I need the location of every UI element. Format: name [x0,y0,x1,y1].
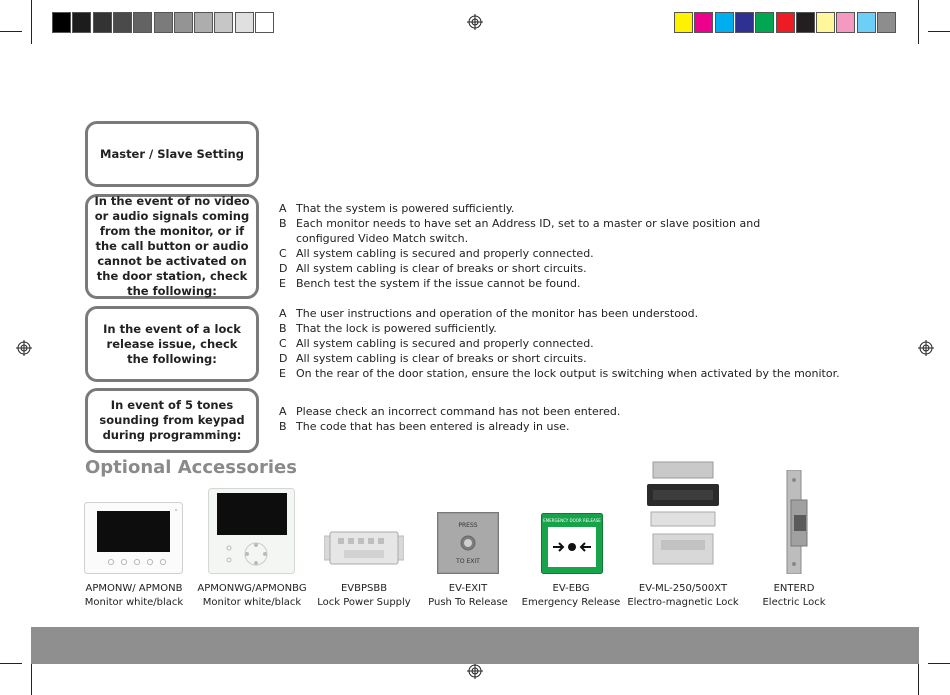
magnetic-lock-image [643,460,723,572]
five-tones-card [85,388,259,453]
checklist-item [279,246,760,261]
item-letter: D [279,352,288,365]
checklist-item [279,336,840,351]
product-code: EV-ML-250/500XT [638,583,728,594]
color-swatch [113,12,132,33]
card-label: Master / Slave Setting [100,146,244,161]
product-desc: Electric Lock [762,597,826,608]
product-ev-ml [622,582,744,610]
checklist-item [279,306,840,321]
product-code: APMONWG/APMONBG [197,583,307,594]
color-swatch [755,12,774,33]
item-text: All system cabling is clear of breaks or short circuits. [296,352,587,365]
color-swatch [174,12,193,33]
color-swatch [255,12,274,33]
product-code: APMONW/ APMONB [85,583,183,594]
item-letter: C [279,337,287,350]
color-swatch [816,12,835,33]
checklist-item [279,366,840,381]
product-ev-ebg [514,582,628,610]
product-code: EV-EBG [552,583,590,594]
item-text: All system cabling is secured and properly connected. [296,337,594,350]
color-swatch [133,12,152,33]
lock-release-card [85,306,259,382]
color-swatch [735,12,754,33]
five-tones-checklist [279,404,620,434]
item-text: Each monitor needs to have set an Address ID, set to a master or slave position and configured Video Match switch. [296,217,761,245]
electric-lock-image [781,470,811,574]
item-text: The user instructions and operation of the monitor has been understood. [296,307,699,320]
footer-bar [31,627,919,664]
master-slave-card [85,121,259,187]
color-swatch [694,12,713,33]
product-apmonw [70,582,198,610]
checklist-item [279,216,760,246]
emergency-release-image [541,513,603,574]
registration-mark-icon [467,663,483,679]
card-label: In the event of no video or audio signals coming from the monitor, or if the call button or audio cannot be activated on the door station, check the following: [94,194,250,298]
color-swatch [715,12,734,33]
item-text: That the lock is powered sufficiently. [296,322,497,335]
color-swatch [93,12,112,33]
color-swatch [674,12,693,33]
crop-mark [928,663,950,664]
emergency-plate-text: EMERGENCY DOOR RELEASE [543,518,601,523]
checklist-item [279,404,620,419]
crop-mark [31,0,32,44]
color-swatch [72,12,91,33]
registration-mark-icon [467,14,483,30]
exit-button-image [437,512,499,574]
item-letter: A [279,202,287,215]
checklist-item [279,201,760,216]
registration-mark-icon [918,340,934,356]
product-desc: Monitor white/black [202,597,302,608]
item-text: That the system is powered sufficiently. [296,202,515,215]
crop-mark [928,31,950,32]
checklist-item [279,276,760,291]
color-swatch [877,12,896,33]
monitor-white-image [84,502,183,574]
item-letter: E [279,367,286,380]
product-desc: Monitor white/black [84,597,184,608]
checklist-item [279,419,620,434]
card-label: In the event of a lock release issue, check the following: [103,321,241,366]
monitor-grey-image [208,488,295,574]
item-letter: C [279,247,287,260]
color-swatch [214,12,233,33]
product-code: EV-EXIT [448,583,488,594]
lock-release-checklist [279,306,840,381]
product-ev-exit [410,582,526,610]
item-letter: E [279,277,286,290]
card-label: In event of 5 tones sounding from keypad during programming: [99,398,245,442]
color-swatch [154,12,173,33]
product-code: ENTERD [773,583,815,594]
checklist-item [279,261,760,276]
color-swatch [235,12,254,33]
exit-plate-top-text: PRESS [458,522,478,529]
item-text: The code that has been entered is already in use. [296,420,570,433]
item-letter: B [279,217,287,230]
product-desc: Emergency Release [521,597,621,608]
item-text: On the rear of the door station, ensure the lock output is switching when activated by the monitor. [296,367,840,380]
item-letter: A [279,307,287,320]
exit-plate-bottom-text: TO EXIT [456,558,480,565]
item-letter: B [279,322,287,335]
product-enterd [748,582,840,610]
power-supply-image [324,528,404,568]
color-swatch [857,12,876,33]
product-apmonwg [188,582,316,610]
product-desc: Lock Power Supply [317,597,411,608]
item-text: All system cabling is clear of breaks or short circuits. [296,262,587,275]
color-swatch [194,12,213,33]
checklist-item [279,351,840,366]
item-text: Bench test the system if the issue cannot be found. [296,277,581,290]
checklist-item [279,321,840,336]
product-code: EVBPSBB [340,583,388,594]
crop-mark [918,0,919,44]
color-swatch [776,12,795,33]
item-text: All system cabling is secured and properly connected. [296,247,594,260]
product-desc: Electro-magnetic Lock [627,597,739,608]
registration-mark-icon [16,340,32,356]
product-evbpsbb [302,582,426,610]
crop-mark [0,31,22,32]
accessories-title: Optional Accessories [85,457,297,478]
product-desc: Push To Release [428,597,508,608]
no-video-checklist [279,201,760,291]
color-swatch [836,12,855,33]
color-swatch [52,12,71,33]
item-letter: D [279,262,288,275]
item-letter: A [279,405,287,418]
color-swatch [796,12,815,33]
no-video-card [85,194,259,299]
crop-mark [0,663,22,664]
item-text: Please check an incorrect command has not been entered. [296,405,621,418]
item-letter: B [279,420,287,433]
